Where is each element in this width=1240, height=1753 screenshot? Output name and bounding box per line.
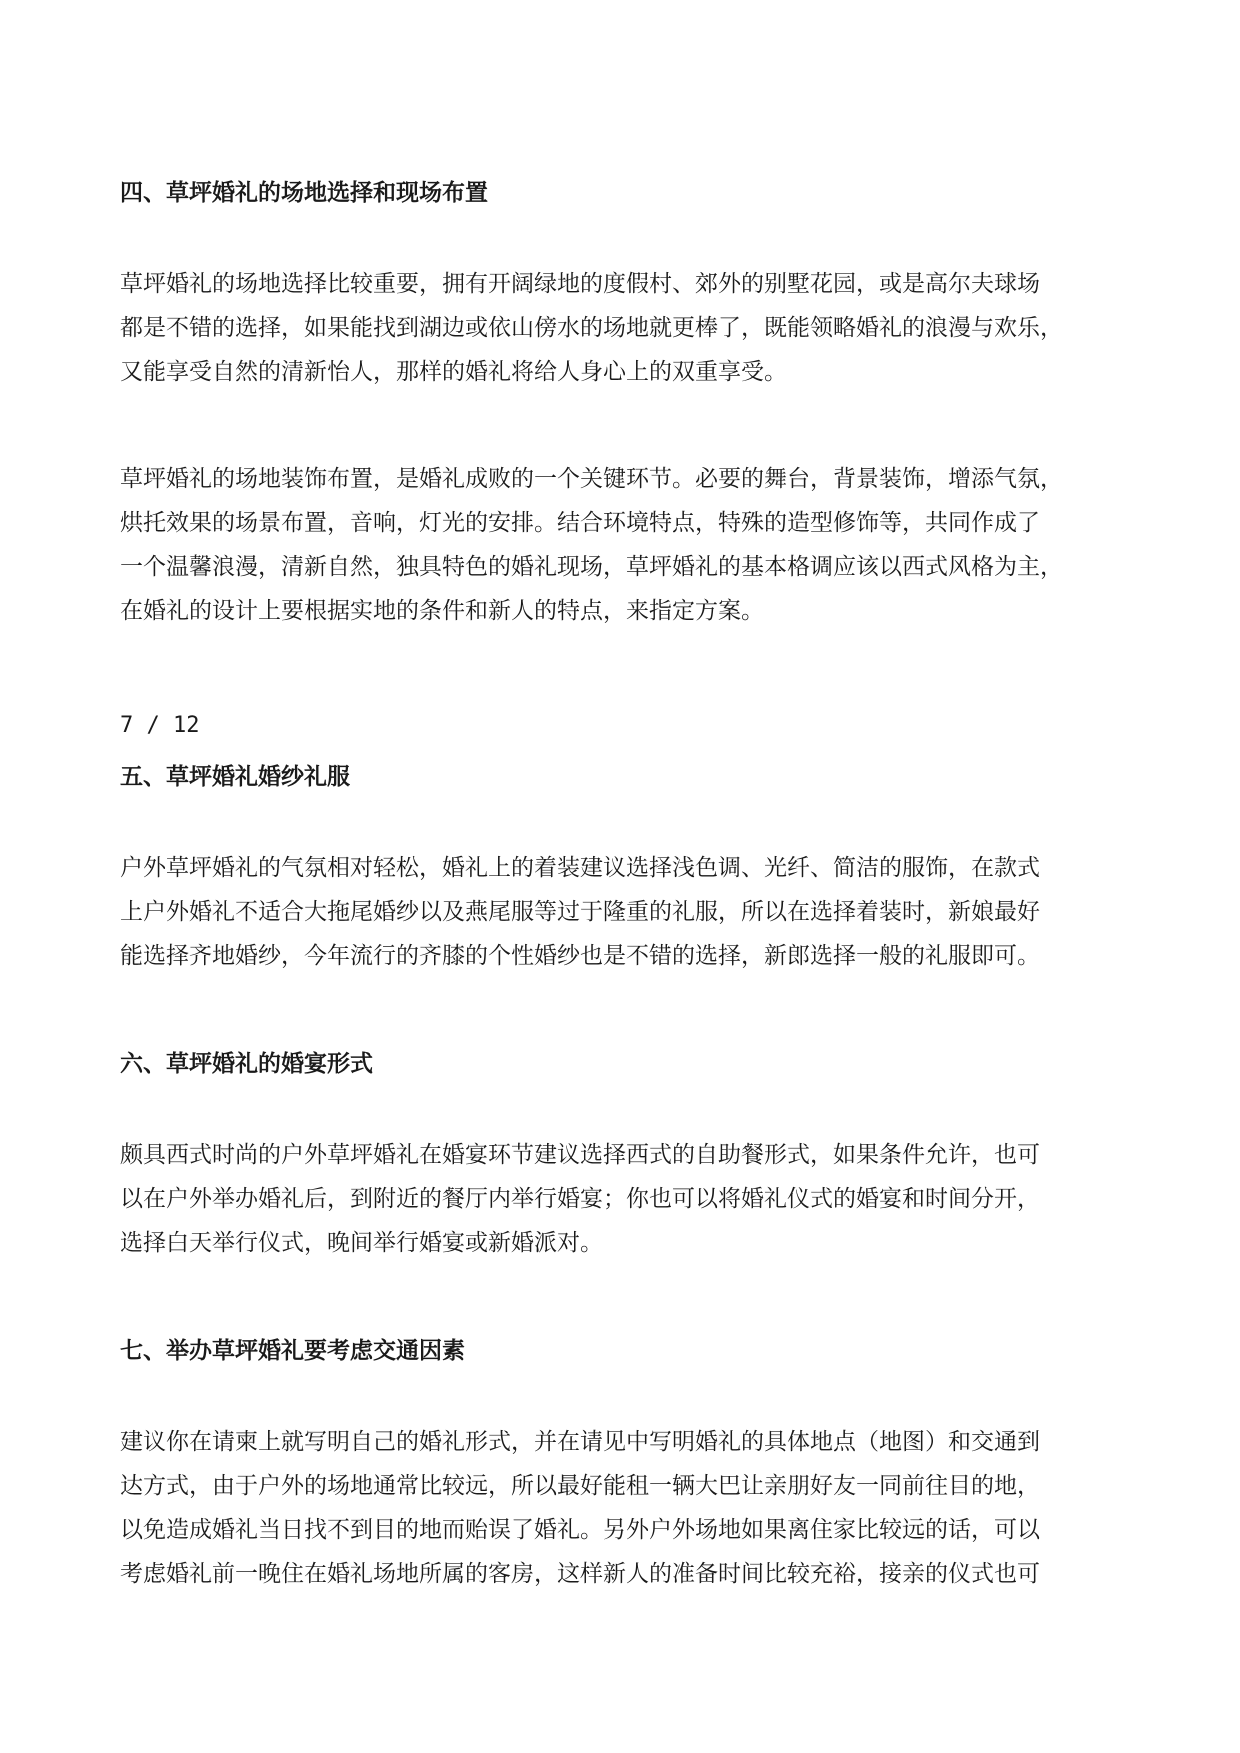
section-heading-transport: 七、举办草坪婚礼要考虑交通因素 — [120, 1337, 465, 1364]
paragraph-venue-decoration — [120, 457, 1130, 633]
section-heading-attire: 五、草坪婚礼婚纱礼服 — [120, 763, 350, 790]
text-line: 以在户外举办婚礼后，到附近的餐厅内举行婚宴；你也可以将婚礼仪式的婚宴和时间分开， — [120, 1186, 1040, 1212]
paragraph-banquet — [120, 1133, 1130, 1265]
text-line: 建议你在请柬上就写明自己的婚礼形式，并在请见中写明婚礼的具体地点（地图）和交通到 — [120, 1429, 1040, 1455]
text-line: 烘托效果的场景布置，音响，灯光的安排。结合环境特点，特殊的造型修饰等，共同作成了 — [120, 510, 1040, 536]
paragraph-transport — [120, 1420, 1130, 1596]
text-line: 上户外婚礼不适合大拖尾婚纱以及燕尾服等过于隆重的礼服，所以在选择着装时，新娘最好 — [120, 899, 1040, 925]
text-line: 在婚礼的设计上要根据实地的条件和新人的特点，来指定方案。 — [120, 598, 764, 624]
paragraph-attire — [120, 846, 1130, 978]
text-line: 颇具西式时尚的户外草坪婚礼在婚宴环节建议选择西式的自助餐形式，如果条件允许，也可 — [120, 1142, 1040, 1168]
section-heading-venue: 四、草坪婚礼的场地选择和现场布置 — [120, 179, 488, 206]
paragraph-venue-choice — [120, 262, 1130, 394]
page-number: 7 / 12 — [120, 713, 200, 738]
text-line: 一个温馨浪漫，清新自然，独具特色的婚礼现场，草坪婚礼的基本格调应该以西式风格为主， — [120, 554, 1063, 580]
text-line: 草坪婚礼的场地选择比较重要，拥有开阔绿地的度假村、郊外的别墅花园，或是高尔夫球场 — [120, 271, 1040, 297]
text-line: 选择白天举行仪式，晚间举行婚宴或新婚派对。 — [120, 1230, 603, 1256]
text-line: 草坪婚礼的场地装饰布置，是婚礼成败的一个关键环节。必要的舞台，背景装饰，增添气氛， — [120, 466, 1063, 492]
text-line: 都是不错的选择，如果能找到湖边或依山傍水的场地就更棒了，既能领略婚礼的浪漫与欢乐， — [120, 315, 1063, 341]
text-line: 能选择齐地婚纱，今年流行的齐膝的个性婚纱也是不错的选择，新郎选择一般的礼服即可。 — [120, 943, 1040, 969]
text-line: 考虑婚礼前一晚住在婚礼场地所属的客房，这样新人的准备时间比较充裕，接亲的仪式也可 — [120, 1561, 1040, 1587]
text-line: 以免造成婚礼当日找不到目的地而贻误了婚礼。另外户外场地如果离住家比较远的话，可以 — [120, 1517, 1040, 1543]
text-line: 又能享受自然的清新怡人，那样的婚礼将给人身心上的双重享受。 — [120, 359, 787, 385]
section-heading-banquet: 六、草坪婚礼的婚宴形式 — [120, 1050, 373, 1077]
text-line: 达方式，由于户外的场地通常比较远，所以最好能租一辆大巴让亲朋好友一同前往目的地， — [120, 1473, 1040, 1499]
text-line: 户外草坪婚礼的气氛相对轻松，婚礼上的着装建议选择浅色调、光纤、简洁的服饰，在款式 — [120, 855, 1040, 881]
